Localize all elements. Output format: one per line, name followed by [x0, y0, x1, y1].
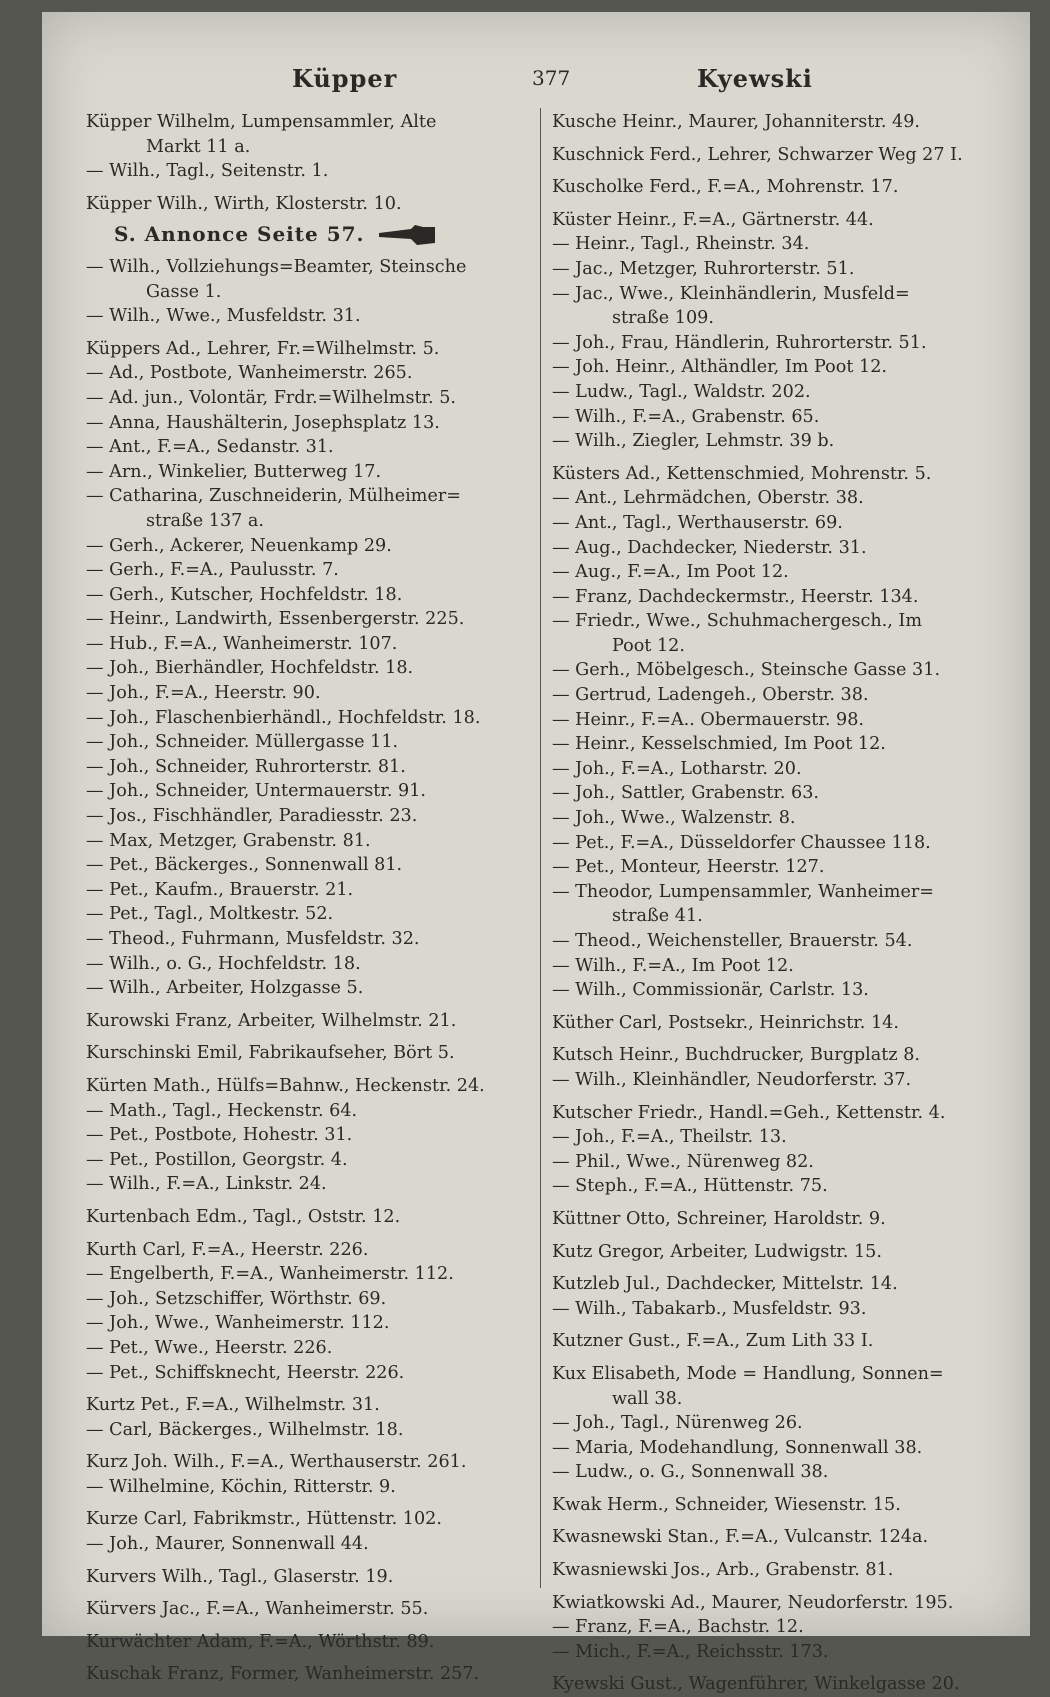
directory-entry: [86, 1205, 506, 1230]
directory-entry: [552, 781, 982, 806]
pointing-hand-icon: [377, 223, 437, 247]
directory-entry: [552, 1272, 982, 1297]
entry-text: Kurtz Pet., F.=A., Wilhelmstr. 31.: [86, 1395, 380, 1416]
entry-text: — Anna, Haushälterin, Josephsplatz 13.: [86, 412, 440, 433]
entry-text: — Aug., Dachdecker, Niederstr. 31.: [552, 537, 867, 558]
entry-text: — Wilh., Tagl., Seitenstr. 1.: [86, 161, 329, 182]
directory-entry: [86, 1361, 506, 1386]
directory-entry: [86, 1393, 506, 1418]
entry-text: — Wilh., F.=A., Im Poot 12.: [552, 955, 794, 976]
entry-text: — Joh., Frau, Händlerin, Ruhrorterstr. 51.: [552, 332, 927, 353]
entry-text: — Joh., Schneider, Ruhrorterstr. 81.: [86, 756, 406, 777]
directory-entry: [552, 232, 982, 257]
directory-entry: [552, 560, 982, 585]
page-number: 377: [532, 66, 571, 90]
entry-text: Küpper Wilhelm, Lumpensammler, Alte: [86, 112, 437, 132]
entry-text: — Pet., F.=A., Düsseldorfer Chaussee 118.: [552, 832, 931, 853]
entry-text: Kuschnick Ferd., Lehrer, Schwarzer Weg 27 I.: [552, 144, 963, 165]
directory-entry: [86, 681, 506, 706]
directory-entry: [552, 1672, 982, 1697]
directory-entry: [552, 1011, 982, 1036]
directory-entry: [86, 1532, 506, 1557]
directory-entry: [86, 435, 506, 460]
entry-text: — Hub., F.=A., Wanheimerstr. 107.: [86, 633, 398, 654]
directory-entry: [86, 255, 506, 304]
entry-text: — Phil., Wwe., Nürenweg 82.: [552, 1151, 814, 1172]
entry-text: — Heinr., Landwirth, Essenbergerstr. 225.: [86, 609, 465, 630]
directory-entry: [86, 607, 506, 632]
entry-text: — Joh., Schneider. Müllergasse 11.: [86, 732, 399, 753]
directory-entry: [86, 583, 506, 608]
directory-entry: [552, 1297, 982, 1322]
entry-text: — Wilhelmine, Köchin, Ritterstr. 9.: [86, 1476, 396, 1497]
left-column: [86, 110, 506, 1687]
entry-text: — Joh., F.=A., Lotharstr. 20.: [552, 758, 802, 779]
entry-text: — Joh., Maurer, Sonnenwall 44.: [86, 1534, 369, 1555]
directory-entry: [552, 1493, 982, 1518]
directory-entry: [552, 880, 982, 929]
entry-text: Kwak Herm., Schneider, Wiesenstr. 15.: [552, 1494, 901, 1515]
entry-text: — Jac., Metzger, Ruhrorterstr. 51.: [552, 258, 855, 279]
entry-text: — Heinr., F.=A.. Obermauerstr. 98.: [552, 709, 865, 730]
entry-text: — Engelberth, F.=A., Wanheimerstr. 112.: [86, 1264, 454, 1285]
entry-text: Küther Carl, Postsekr., Heinrichstr. 14.: [552, 1012, 899, 1033]
directory-entry: [86, 1287, 506, 1312]
right-column: [552, 110, 982, 1697]
directory-entry: [86, 110, 506, 159]
entry-text: — Wilh., Kleinhändler, Neudorferstr. 37.: [552, 1069, 912, 1090]
entry-text: — Franz, F.=A., Bachstr. 12.: [552, 1617, 804, 1638]
entry-text: Kurvers Wilh., Tagl., Glaserstr. 19.: [86, 1566, 394, 1587]
page-header: [42, 58, 1030, 98]
directory-page: [42, 12, 1030, 1695]
running-head-right: Kyewski: [697, 64, 813, 93]
entry-text: Kwiatkowski Ad., Maurer, Neudorferstr. 195.: [552, 1592, 954, 1613]
entry-text: Kuscholke Ferd., F.=A., Mohrenstr. 17.: [552, 177, 899, 198]
entry-text: — Ant., Tagl., Werthauserstr. 69.: [552, 512, 843, 533]
entry-text: — Math., Tagl., Heckenstr. 64.: [86, 1100, 358, 1121]
directory-entry: [552, 1640, 982, 1665]
directory-entry: [86, 779, 506, 804]
entry-text: — Pet., Monteur, Heerstr. 127.: [552, 857, 825, 878]
entry-text: — Heinr., Tagl., Rheinstr. 34.: [552, 234, 810, 255]
entry-text: — Jos., Fischhändler, Paradiesstr. 23.: [86, 806, 418, 827]
entry-text: — Max, Metzger, Grabenstr. 81.: [86, 830, 371, 851]
directory-entry: [552, 806, 982, 831]
directory-entry: [552, 486, 982, 511]
entry-text: — Joh., Tagl., Nürenweg 26.: [552, 1413, 803, 1434]
directory-entry: [552, 585, 982, 610]
directory-entry: [86, 853, 506, 878]
advertisement-notice-text: S. Annonce Seite 57.: [114, 222, 365, 247]
directory-entry: [552, 1174, 982, 1199]
directory-entry: [552, 257, 982, 282]
directory-entry: [86, 976, 506, 1001]
entry-text: — Joh. Heinr., Althändler, Im Poot 12.: [552, 357, 888, 378]
directory-entry: [86, 706, 506, 731]
directory-entry: [552, 757, 982, 782]
directory-entry: [86, 1418, 506, 1443]
entry-text: — Steph., F.=A., Hüttenstr. 75.: [552, 1176, 828, 1197]
entry-text: Kutz Gregor, Arbeiter, Ludwigstr. 15.: [552, 1241, 882, 1262]
entry-text: Kurtenbach Edm., Tagl., Oststr. 12.: [86, 1206, 401, 1227]
entry-text: — Wilh., Ziegler, Lehmstr. 39 b.: [552, 431, 835, 452]
entry-text: — Franz, Dachdeckermstr., Heerstr. 134.: [552, 586, 919, 607]
entry-text: — Wilh., o. G., Hochfeldstr. 18.: [86, 953, 361, 974]
advertisement-notice: [114, 222, 506, 247]
entry-text: — Ad., Postbote, Wanheimerstr. 265.: [86, 363, 413, 384]
directory-entry: [552, 405, 982, 430]
entry-continuation: straße 41.: [612, 906, 703, 927]
directory-entry: [552, 1125, 982, 1150]
directory-entry: [552, 1525, 982, 1550]
entry-text: Kux Elisabeth, Mode = Handlung, Sonnen=: [552, 1363, 944, 1384]
directory-entry: [552, 1436, 982, 1461]
directory-entry: [86, 1475, 506, 1500]
entry-text: — Joh., Bierhändler, Hochfeldstr. 18.: [86, 658, 414, 679]
entry-text: — Jac., Wwe., Kleinhändlerin, Musfeld=: [552, 283, 910, 304]
directory-entry: [86, 927, 506, 952]
entry-text: — Gerh., Möbelgesch., Steinsche Gasse 31.: [552, 660, 941, 681]
directory-entry: [552, 331, 982, 356]
directory-entry: [552, 978, 982, 1003]
entry-text: — Friedr., Wwe., Schuhmachergesch., Im: [552, 611, 923, 632]
directory-entry: [552, 511, 982, 536]
entry-continuation: wall 38.: [612, 1388, 683, 1409]
directory-entry: [86, 755, 506, 780]
directory-entry: [86, 1450, 506, 1475]
directory-entry: [86, 558, 506, 583]
directory-entry: [552, 1362, 982, 1411]
directory-entry: [552, 954, 982, 979]
directory-entry: [86, 1336, 506, 1361]
entry-text: Küpper Wilh., Wirth, Klosterstr. 10.: [86, 193, 402, 214]
entry-text: — Wilh., Wwe., Musfeldstr. 31.: [86, 306, 361, 327]
entry-text: Kuschak Franz, Former, Wanheimerstr. 257.: [86, 1664, 480, 1685]
directory-entry: [86, 1123, 506, 1148]
directory-entry: [86, 1262, 506, 1287]
directory-entry: [552, 1207, 982, 1232]
entry-text: — Joh., Flaschenbierhändl., Hochfeldstr. 18.: [86, 707, 481, 728]
entry-text: — Pet., Bäckerges., Sonnenwall 81.: [86, 855, 403, 876]
entry-text: Küsters Ad., Kettenschmied, Mohrenstr. 5.: [552, 463, 932, 484]
directory-entry: [552, 1150, 982, 1175]
directory-entry: [552, 1043, 982, 1068]
entry-text: — Gerh., Kutscher, Hochfeldstr. 18.: [86, 584, 403, 605]
directory-entry: [552, 208, 982, 233]
entry-text: — Ant., Lehrmädchen, Oberstr. 38.: [552, 488, 864, 509]
entry-text: — Pet., Postillon, Georgstr. 4.: [86, 1149, 348, 1170]
directory-entry: [86, 1238, 506, 1263]
entry-text: Kurth Carl, F.=A., Heerstr. 226.: [86, 1239, 369, 1260]
directory-entry: [86, 632, 506, 657]
directory-entry: [552, 683, 982, 708]
entry-text: — Theodor, Lumpensammler, Wanheimer=: [552, 881, 935, 902]
directory-entry: [552, 831, 982, 856]
entry-continuation: Gasse 1.: [146, 281, 222, 302]
directory-entry: [552, 1591, 982, 1616]
directory-entry: [86, 1099, 506, 1124]
directory-entry: [86, 1630, 506, 1655]
entry-text: — Ad. jun., Volontär, Frdr.=Wilhelmstr. 5.: [86, 387, 457, 408]
entry-text: — Ludw., Tagl., Waldstr. 202.: [552, 381, 811, 402]
entry-text: — Ludw., o. G., Sonnenwall 38.: [552, 1462, 829, 1483]
directory-entry: [552, 708, 982, 733]
entry-text: — Wilh., F.=A., Linkstr. 24.: [86, 1174, 327, 1195]
entry-text: — Joh., Schneider, Untermauerstr. 91.: [86, 781, 427, 802]
entry-text: — Catharina, Zuschneiderin, Mülheimer=: [86, 486, 462, 507]
entry-text: — Gerh., Ackerer, Neuenkamp 29.: [86, 535, 392, 556]
entry-text: Kusche Heinr., Maurer, Johanniterstr. 49.: [552, 112, 920, 132]
entry-text: — Mich., F.=A., Reichsstr. 173.: [552, 1641, 829, 1662]
directory-entry: [552, 732, 982, 757]
directory-entry: [552, 609, 982, 658]
entry-text: Küppers Ad., Lehrer, Fr.=Wilhelmstr. 5.: [86, 338, 440, 359]
directory-entry: [552, 175, 982, 200]
directory-entry: [552, 355, 982, 380]
directory-entry: [552, 1460, 982, 1485]
entry-text: — Ant., F.=A., Sedanstr. 31.: [86, 437, 334, 458]
directory-entry: [552, 855, 982, 880]
directory-entry: [552, 380, 982, 405]
entry-continuation: Markt 11 a.: [146, 136, 251, 157]
entry-text: — Carl, Bäckerges., Wilhelmstr. 18.: [86, 1419, 404, 1440]
entry-text: Kurz Joh. Wilh., F.=A., Werthauserstr. 261.: [86, 1452, 467, 1473]
entry-text: — Maria, Modehandlung, Sonnenwall 38.: [552, 1437, 923, 1458]
entry-text: — Wilh., Vollziehungs=Beamter, Steinsche: [86, 256, 467, 277]
directory-entry: [86, 878, 506, 903]
directory-entry: [86, 411, 506, 436]
directory-entry: [552, 143, 982, 168]
directory-entry: [86, 460, 506, 485]
directory-entry: [552, 1615, 982, 1640]
directory-entry: [552, 1558, 982, 1583]
directory-entry: [86, 952, 506, 977]
directory-entry: [86, 1597, 506, 1622]
directory-entry: [86, 361, 506, 386]
directory-entry: [552, 1101, 982, 1126]
directory-entry: [552, 1240, 982, 1265]
directory-entry: [86, 484, 506, 533]
directory-entry: [552, 536, 982, 561]
entry-text: — Joh., Sattler, Grabenstr. 63.: [552, 783, 820, 804]
entry-text: Kürten Math., Hülfs=Bahnw., Heckenstr. 24.: [86, 1075, 485, 1096]
entry-text: Kürvers Jac., F.=A., Wanheimerstr. 55.: [86, 1599, 429, 1620]
directory-entry: [552, 282, 982, 331]
directory-entry: [86, 1662, 506, 1687]
entry-continuation: straße 137 a.: [146, 510, 265, 531]
directory-entry: [552, 462, 982, 487]
entry-text: — Theod., Weichensteller, Brauerstr. 54.: [552, 931, 913, 951]
entry-continuation: straße 109.: [612, 308, 714, 329]
entry-text: — Wilh., F.=A., Grabenstr. 65.: [552, 406, 820, 427]
directory-entry: [86, 829, 506, 854]
entry-text: — Pet., Tagl., Moltkestr. 52.: [86, 904, 334, 925]
directory-entry: [86, 1565, 506, 1590]
directory-entry: [86, 1041, 506, 1066]
entry-text: Küttner Otto, Schreiner, Haroldstr. 9.: [552, 1208, 886, 1229]
directory-entry: [552, 110, 982, 135]
directory-entry: [552, 429, 982, 454]
entry-text: — Wilh., Commissionär, Carlstr. 13.: [552, 980, 869, 1001]
directory-entry: [86, 730, 506, 755]
directory-entry: [86, 804, 506, 829]
directory-entry: [86, 1172, 506, 1197]
entry-text: Kurschinski Emil, Fabrikaufseher, Bört 5.: [86, 1043, 455, 1064]
directory-entry: [86, 337, 506, 362]
directory-entry: [86, 656, 506, 681]
directory-entry: [86, 1074, 506, 1099]
entry-text: Kurze Carl, Fabrikmstr., Hüttenstr. 102.: [86, 1509, 442, 1530]
directory-entry: [86, 386, 506, 411]
entry-text: Kutscher Friedr., Handl.=Geh., Kettenstr. 4.: [552, 1102, 946, 1123]
entry-text: — Pet., Kaufm., Brauerstr. 21.: [86, 879, 354, 900]
directory-entry: [552, 929, 982, 954]
entry-text: — Pet., Wwe., Heerstr. 226.: [86, 1337, 333, 1358]
entry-text: Küster Heinr., F.=A., Gärtnerstr. 44.: [552, 209, 874, 230]
directory-entry: [86, 534, 506, 559]
directory-entry: [552, 1329, 982, 1354]
entry-text: Kurwächter Adam, F.=A., Wörthstr. 89.: [86, 1631, 435, 1652]
directory-entry: [552, 1411, 982, 1436]
entry-text: — Joh., Setzschiffer, Wörthstr. 69.: [86, 1288, 387, 1309]
directory-entry: [86, 192, 506, 217]
entry-text: — Arn., Winkelier, Butterweg 17.: [86, 461, 382, 482]
entry-text: Kutzleb Jul., Dachdecker, Mittelstr. 14.: [552, 1274, 898, 1295]
column-divider: [540, 108, 541, 1588]
entry-text: — Joh., F.=A., Heerstr. 90.: [86, 683, 321, 704]
entry-text: Kyewski Gust., Wagenführer, Winkelgasse 20.: [552, 1674, 960, 1695]
entry-text: Kutsch Heinr., Buchdrucker, Burgplatz 8.: [552, 1045, 920, 1066]
entry-text: — Wilh., Arbeiter, Holzgasse 5.: [86, 978, 364, 999]
directory-entry: [86, 1009, 506, 1034]
entry-text: — Joh., F.=A., Theilstr. 13.: [552, 1127, 787, 1148]
entry-text: Kwasniewski Jos., Arb., Grabenstr. 81.: [552, 1560, 894, 1581]
entry-text: — Wilh., Tabakarb., Musfeldstr. 93.: [552, 1298, 867, 1319]
entry-continuation: Poot 12.: [612, 635, 685, 656]
entry-text: — Pet., Schiffsknecht, Heerstr. 226.: [86, 1362, 405, 1383]
entry-text: — Pet., Postbote, Hohestr. 31.: [86, 1125, 353, 1146]
entry-text: — Gertrud, Ladengeh., Oberstr. 38.: [552, 685, 869, 706]
running-head-left: Küpper: [292, 64, 398, 93]
entry-text: — Joh., Wwe., Wanheimerstr. 112.: [86, 1313, 390, 1334]
directory-entry: [86, 1311, 506, 1336]
entry-text: — Gerh., F.=A., Paulusstr. 7.: [86, 560, 339, 581]
entry-text: Kurowski Franz, Arbeiter, Wilhelmstr. 21.: [86, 1010, 457, 1031]
entry-text: — Heinr., Kesselschmied, Im Poot 12.: [552, 734, 886, 755]
directory-entry: [552, 1068, 982, 1093]
directory-entry: [86, 1507, 506, 1532]
directory-entry: [86, 304, 506, 329]
directory-entry: [86, 159, 506, 184]
directory-entry: [552, 658, 982, 683]
directory-entry: [86, 1148, 506, 1173]
entry-text: — Joh., Wwe., Walzenstr. 8.: [552, 808, 796, 829]
entry-text: — Theod., Fuhrmann, Musfeldstr. 32.: [86, 929, 420, 949]
directory-entry: [86, 902, 506, 927]
entry-text: — Aug., F.=A., Im Poot 12.: [552, 562, 789, 583]
entry-text: Kwasnewski Stan., F.=A., Vulcanstr. 124a.: [552, 1527, 929, 1548]
entry-text: Kutzner Gust., F.=A., Zum Lith 33 I.: [552, 1331, 874, 1352]
